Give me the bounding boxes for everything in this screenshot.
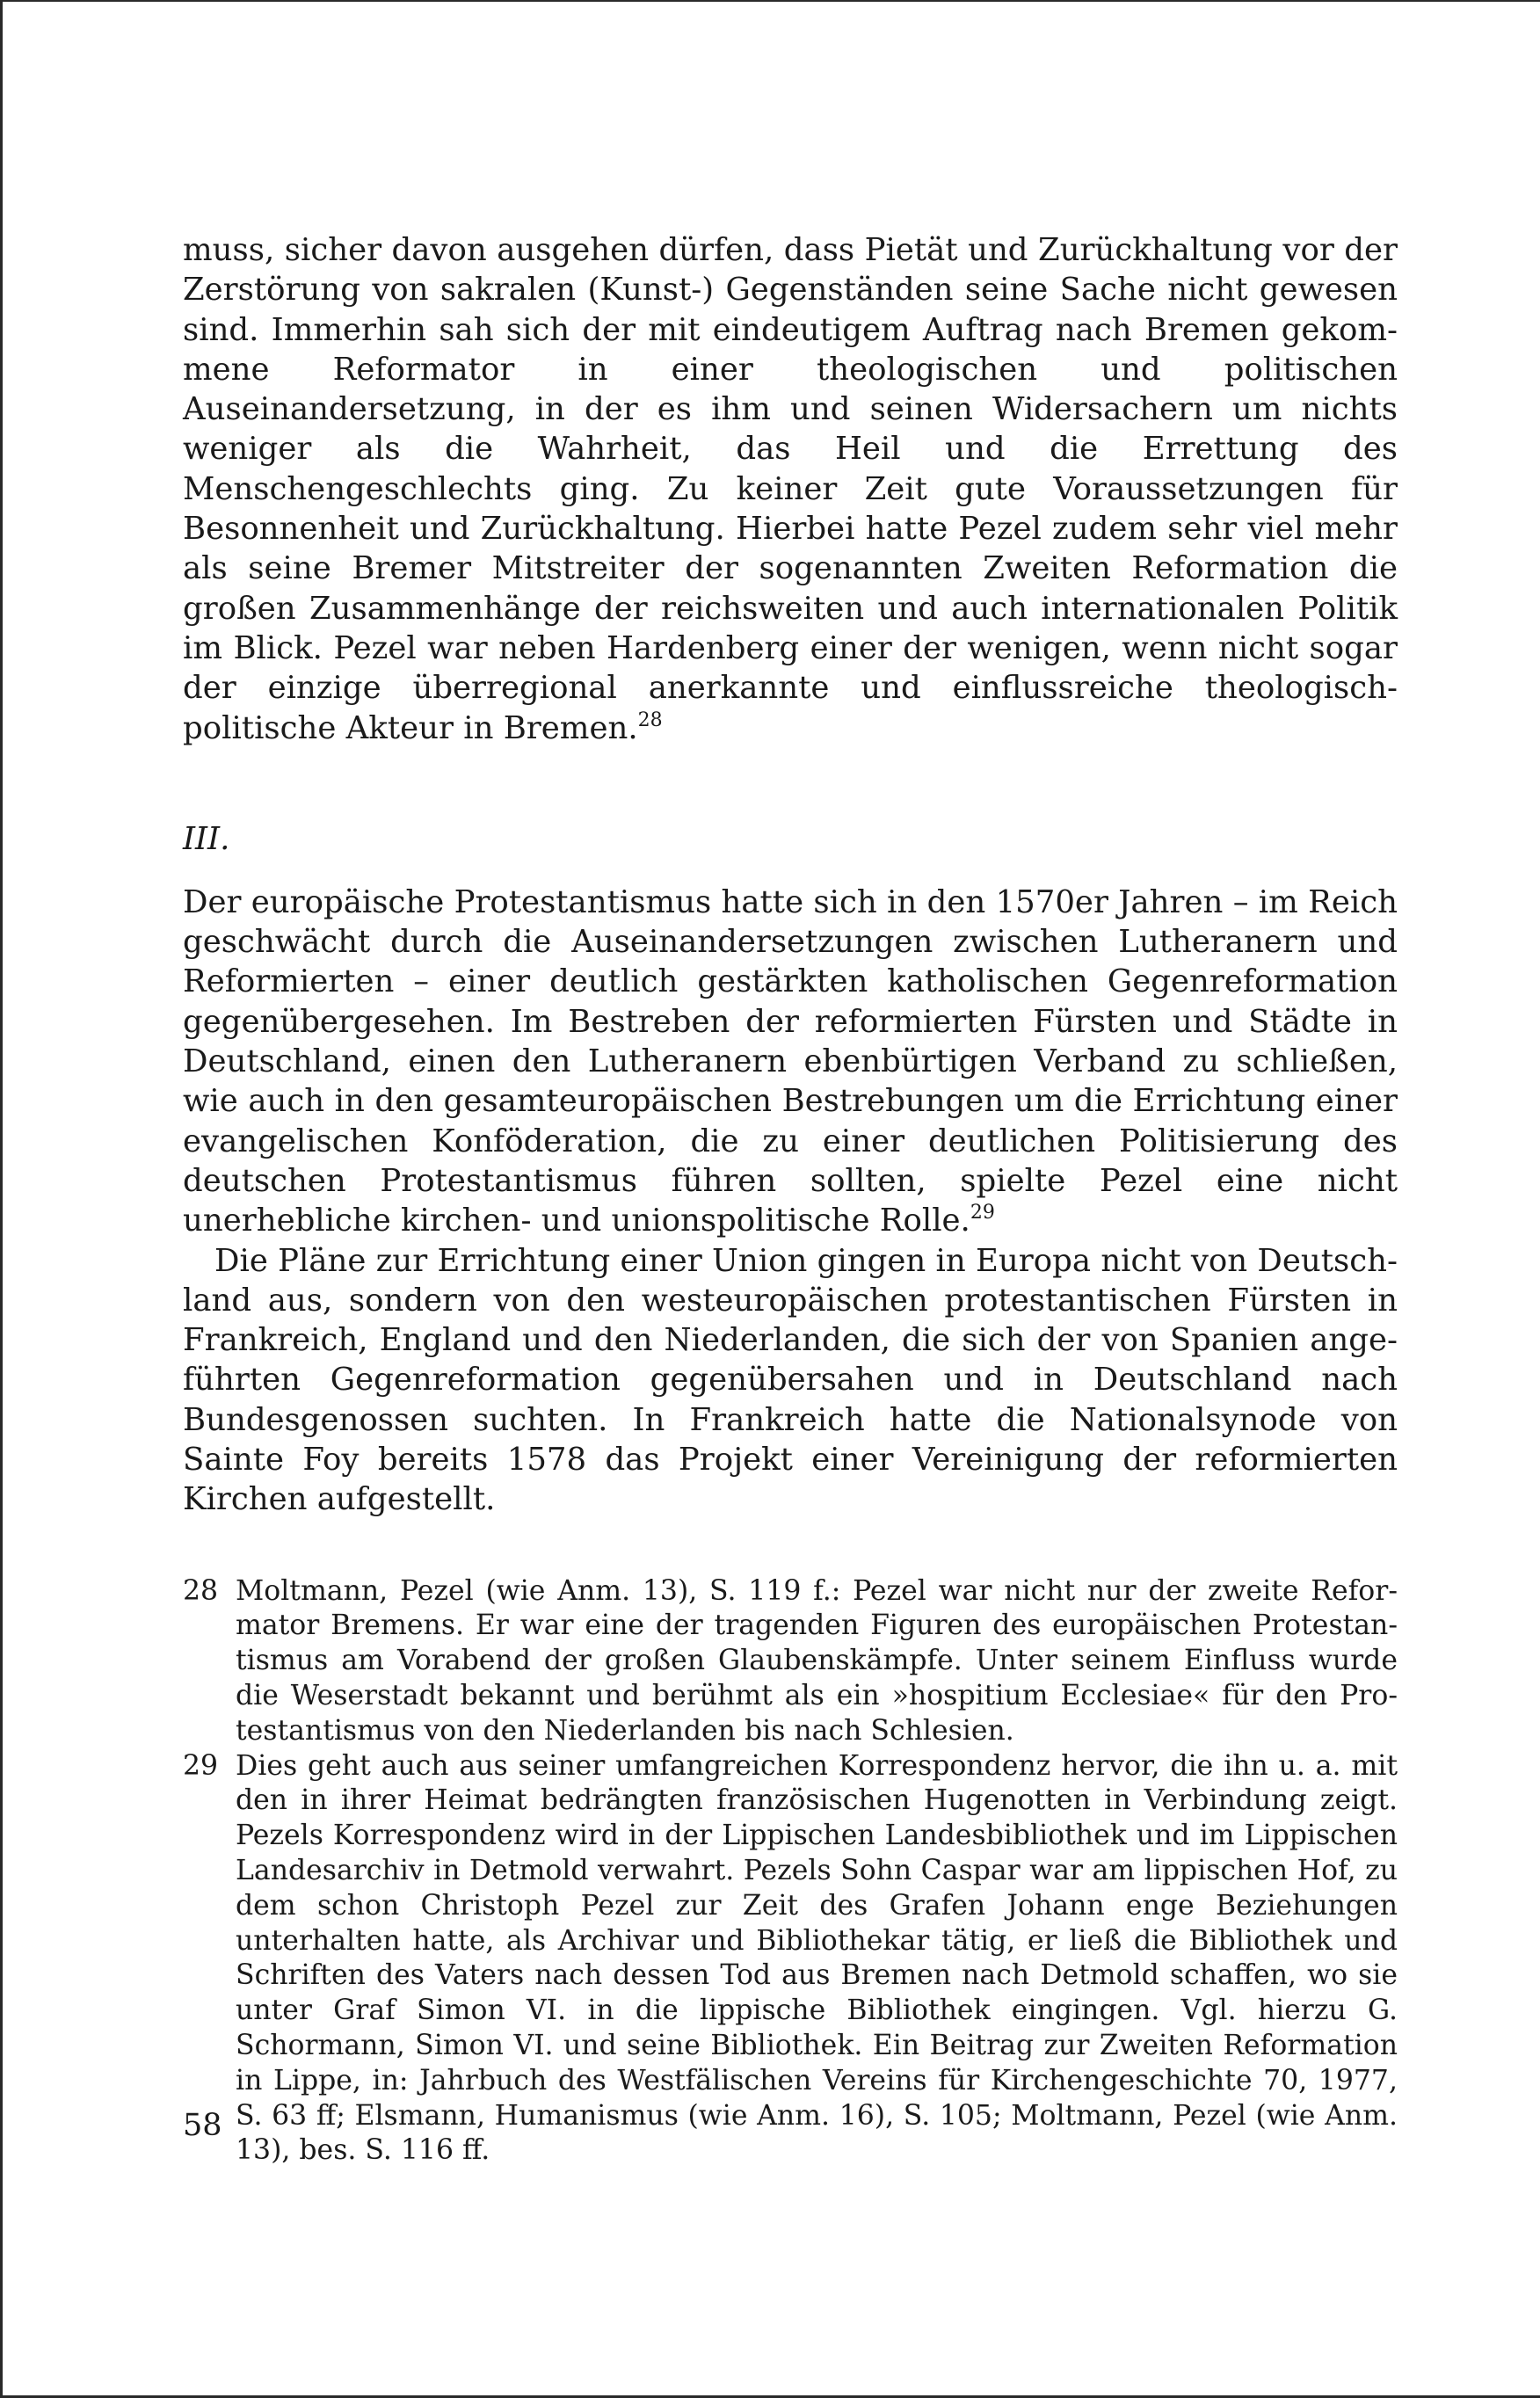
- body-paragraph-1: [183, 230, 1398, 748]
- footnote-number: 28: [183, 1574, 219, 1607]
- footnote-ref-29[interactable]: 29: [970, 1202, 995, 1224]
- footnote-text: Dies geht auch aus seiner umfangreichen Korrespondenz hervor, die ihn u. a. mit den in ihrer Heimat bedrängten französischen Hugenotten in Verbindung zeigt. Pezels Korrespondenz wird in der Lippischen Landesbibliothek und im Lippischen Landesarchiv in Detmold verwahrt. Pezels Sohn Caspar war am lippischen Hof, zu dem schon Christoph Pezel zur Zeit des Grafen Johann enge Beziehungen unterhalten hatte, als Archivar und Bibliothekar tätig, er ließ die Bibliothek und Schriften des Vaters nach dessen Tod aus Bremen nach Detmold schaffen, wo sie unter Graf Simon VI. in die lippische Bibliothek eingingen. Vgl. hierzu G. Schormann, Simon VI. und seine Bibliothek. Ein Beitrag zur Zweiten Reformation in Lippe, in: Jahrbuch des Westfälischen Vereins für Kirchengeschichte 70, 1977, S. 63 ff; Elsmann, Humanismus (wie Anm. 16), S. 105; Moltmann, Pezel (wie Anm. 13), bes. S. 116 ff.: [236, 1749, 1398, 2167]
- body-paragraph-2: [183, 883, 1398, 1241]
- footnote-number: 29: [183, 1749, 219, 1782]
- footnote-ref-28[interactable]: 28: [637, 708, 663, 731]
- footnotes-section: [183, 1574, 1398, 2169]
- footnote-28: [183, 1574, 1398, 1749]
- body-paragraph-3: Die Pläne zur Errichtung einer Union gingen in Europa nicht von Deutschland aus, sondern von den westeuropäischen protestantischen Fürsten in Frankreich, England und den Niederlanden, die sich der von Spanien angeführten Gegenreformation gegenübersahen und in Deutschland nach Bundesgenossen suchten. In Frankreich hatte die Nationalsynode von Sainte Foy bereits 1578 das Projekt einer Vereinigung der reformierten Kirchen aufgestellt.: [183, 1242, 1398, 1518]
- page-number: 58: [183, 2108, 222, 2143]
- section-heading: III.: [183, 820, 230, 857]
- body-paragraph-2-text: Der europäische Protestantismus hatte sich in den 1570er Jahren – im Reich geschwächt durch die Auseinandersetzungen zwischen Lutheranern und Reformierten – einer deutlich gestärkten katholischen Gegenreformation gegenübergesehen. Im Bestreben der reformierten Fürsten und Städte in Deutschland, einen den Lutheranern ebenbürtigen Verband zu schließen, wie auch in den gesamteuropäischen Bestrebungen um die Errichtung einer evangelischen Konföderation, die zu einer deutlichen Politisierung des deutschen Protestantismus führen sollten, spielte Pezel eine nicht unerhebliche kirchen- und unionspolitische Rolle.: [183, 883, 1398, 1239]
- footnote-29: [183, 1749, 1398, 2169]
- footnote-text: Moltmann, Pezel (wie Anm. 13), S. 119 f.: Pezel war nicht nur der zweite Reformator Bremens. Er war eine der tragenden Figuren des europäischen Protestantismus am Vorabend der großen Glaubenskämpfe. Unter seinem Einfluss wurde die Weserstadt bekannt und berühmt als ein »hospitium Ecclesiae« für den Protestantismus von den Niederlanden bis nach Schlesien.: [236, 1574, 1398, 1747]
- page-content: [183, 230, 1398, 2169]
- body-paragraph-1-text: muss, sicher davon ausgehen dürfen, dass Pietät und Zurückhaltung vor der Zerstörung von sakralen (Kunst-) Gegenständen seine Sache nicht gewesen sind. Immerhin sah sich der mit eindeutigem Auftrag nach Bremen gekommene Reformator in einer theologischen und politischen Auseinandersetzung, in der es ihm und seinen Widersachern um nichts weniger als die Wahrheit, das Heil und die Errettung des Menschengeschlechts ging. Zu keiner Zeit gute Voraussetzungen für Besonnenheit und Zurückhaltung. Hierbei hatte Pezel zudem sehr viel mehr als seine Bremer Mitstreiter der sogenannten Zweiten Reformation die großen Zusammenhänge der reichsweiten und auch internationalen Politik im Blick. Pezel war neben Hardenberg einer der wenigen, wenn nicht sogar der einzige überregional anerkannte und einflussreiche theologisch-politische Akteur in Bremen.: [183, 232, 1398, 746]
